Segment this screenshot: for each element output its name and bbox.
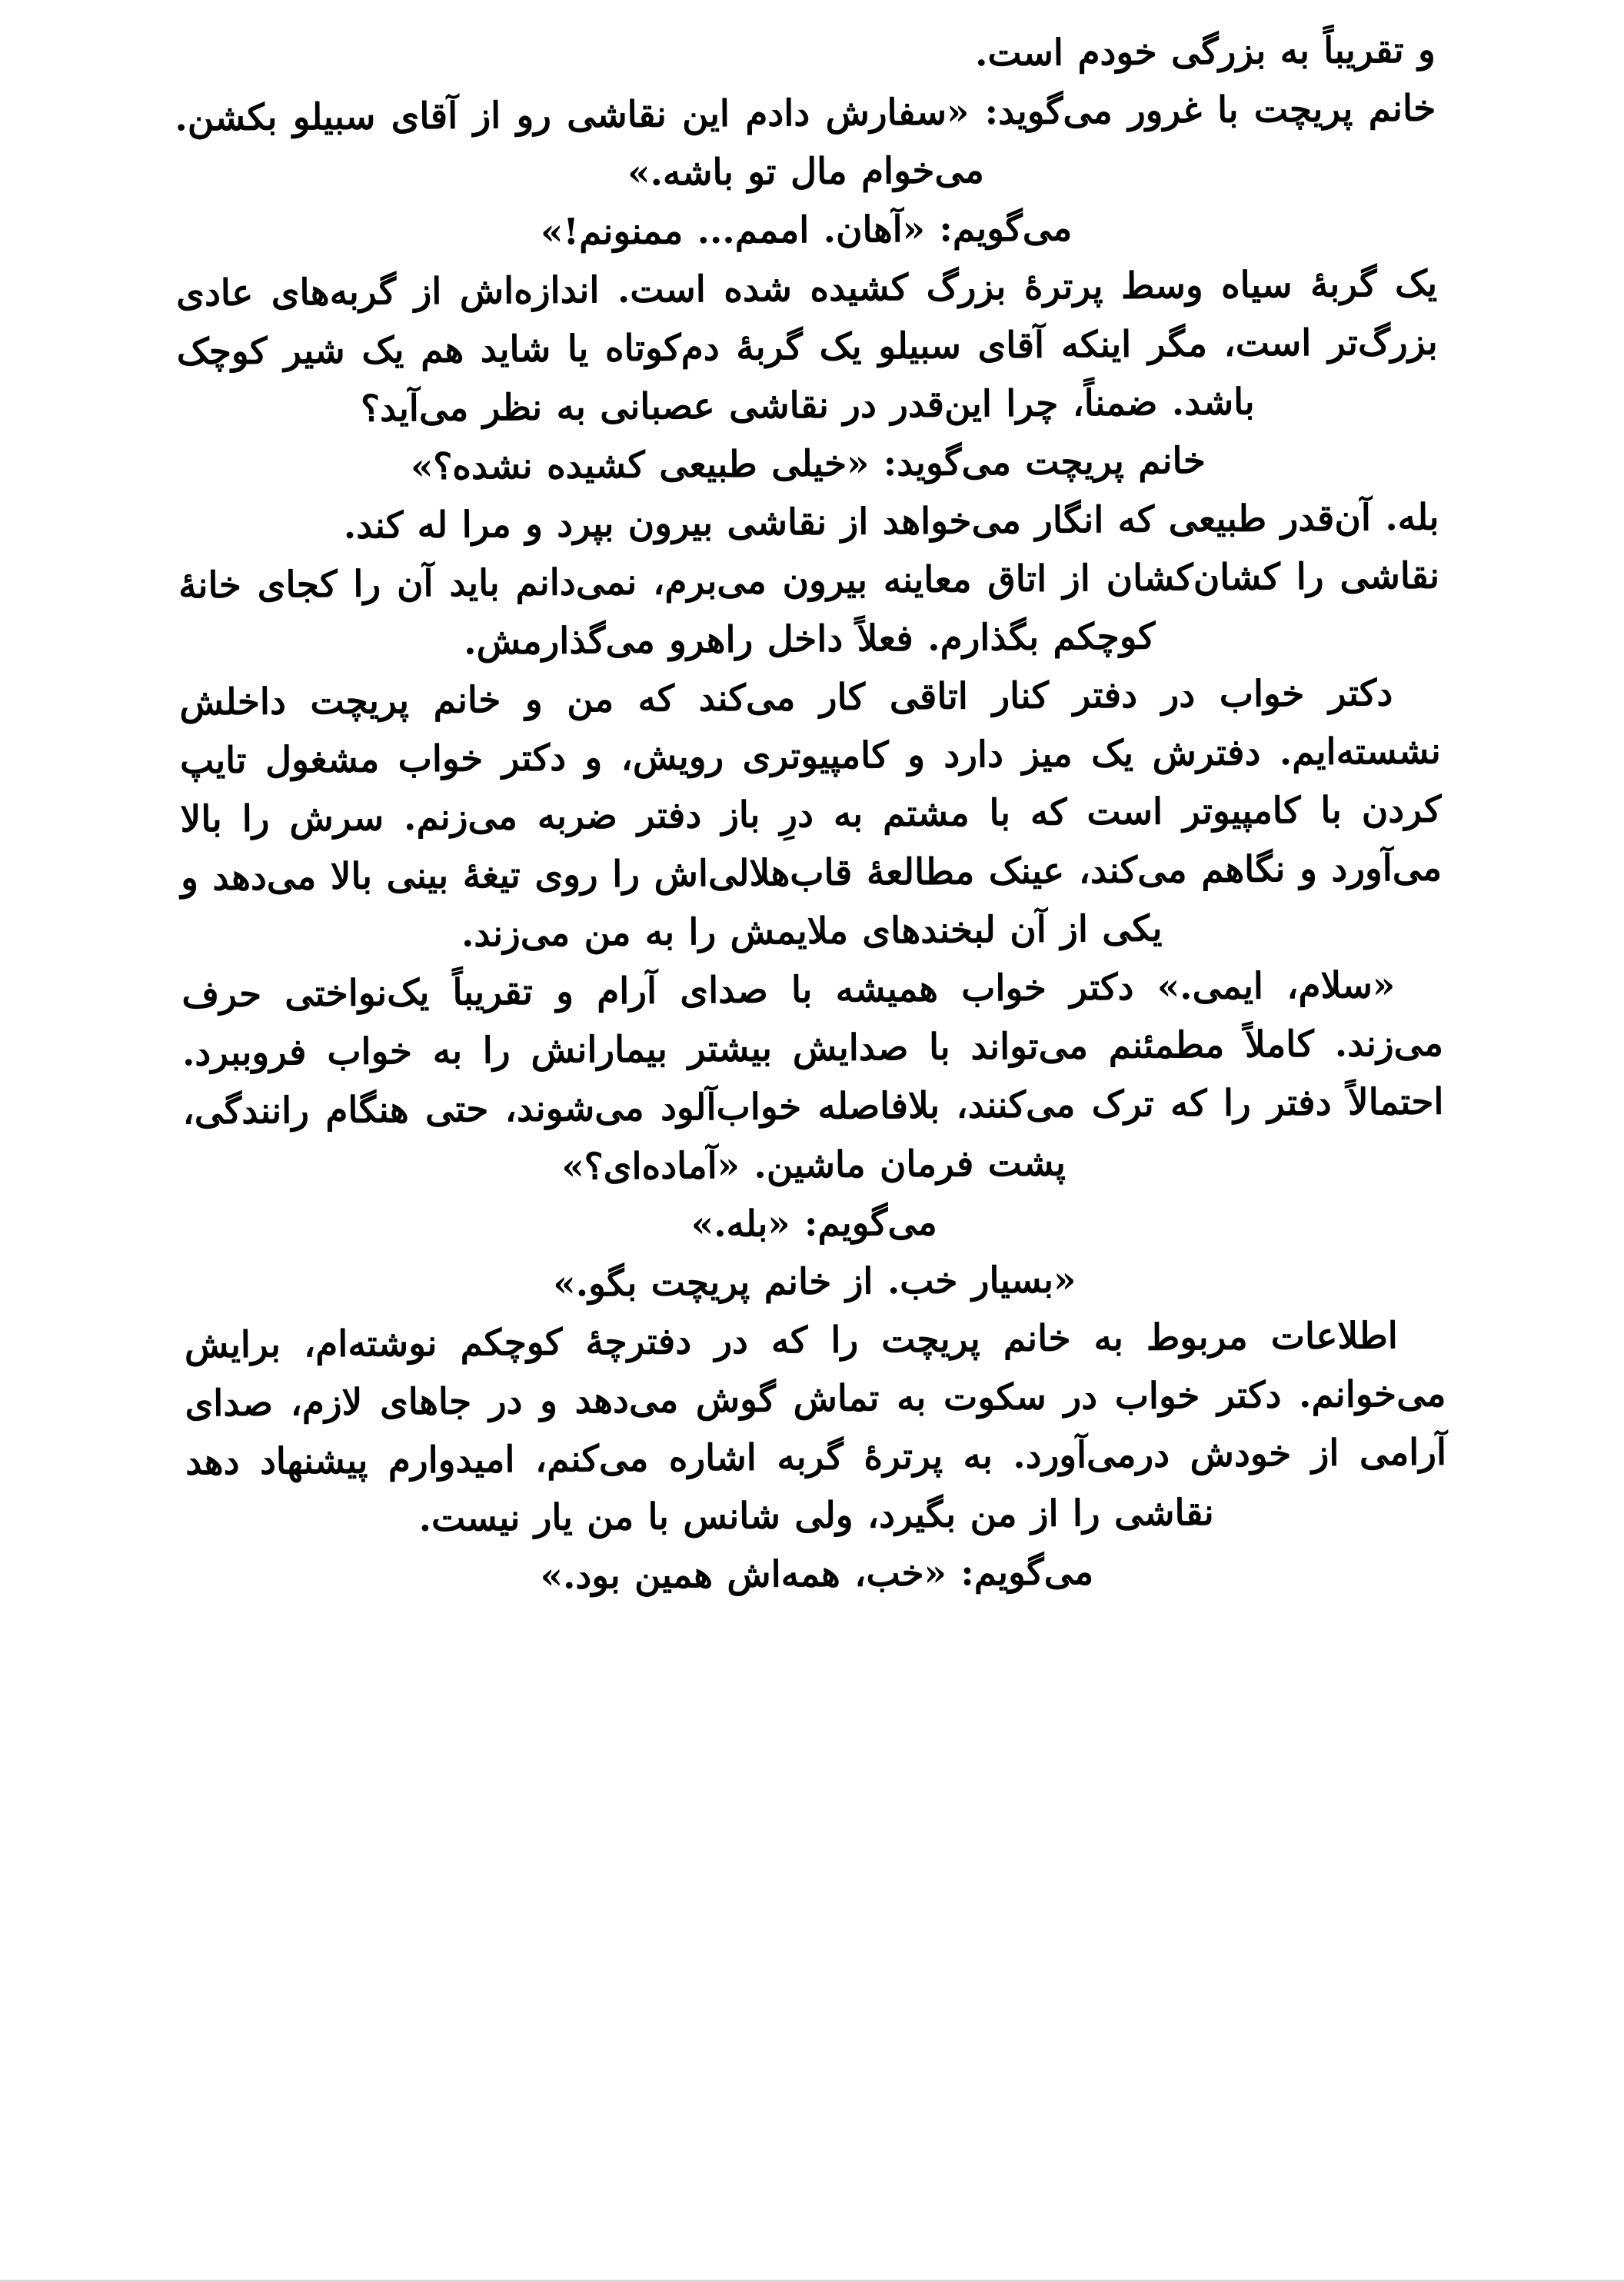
paragraph-2: خانم پریچت با غرور می‌گوید: «سفارش دادم این نقاشی رو از آقای سبیلو بکشن. می‌خوام مال تو باشه.» (175, 87, 1436, 195)
paragraph-13: می‌گویم: «خب، همه‌اش همین بود.» (540, 1551, 1094, 1598)
paragraph-6: بله. آن‌قدر طبیعی که انگار می‌خواهد از نقاشی بیرون بپرد و مرا له کند. (343, 496, 1439, 547)
paragraph-10: می‌گویم: «بله.» (691, 1201, 937, 1246)
body-text-column (175, 22, 1448, 1609)
paragraph-7: نقاشی را کشان‌کشان از اتاق معاینه بیرون می‌برم، نمی‌دانم باید آن را کجای خانهٔ کوچکم بگذارم. فعلاً داخل راهرو می‌گذارمش. (178, 554, 1440, 664)
paragraph-8: دکتر خواب در دفتر کنار اتاقی کار می‌کند که من و خانم پریچت داخلش نشسته‌ایم. دفترش یک میز دارد و کامپیوتری رویش، و دکتر خواب مشغول تایپ کردن با کامپیوتر است که با مشتم به درِ باز دفتر ضربه می‌زنم. سرش را بالا می‌آورد و نگاهم می‌کند، عینک مطالعهٔ قاب‌هلالی‌اش را روی تیغهٔ بینی بالا می‌دهد و یکی از آن لبخندهای ملایمش را به من می‌زند. (179, 672, 1443, 956)
paragraph-5: خانم پریچت می‌گوید: «خیلی طبیعی کشیده نشده؟» (410, 439, 1206, 489)
paragraph-3: می‌گویم: «آهان. اممم... ممنونم!» (540, 207, 1073, 254)
paragraph-9: «سلام، ایمی.» دکتر خواب همیشه با صدای آرام و تقریباً یک‌نواختی حرف می‌زند. کاملاً مطمئنم می‌تواند با صدایش بیشتر بیمارانش را به خواب فروببرد. احتمالاً دفتر را که ترک می‌کنند، بلافاصله خواب‌آلود می‌شوند، حتی هنگام رانندگی، پشت فرمان ماشین. «آماده‌ای؟» (181, 964, 1444, 1189)
paragraph-12: اطلاعات مربوط به خانم پریچت را که در دفترچهٔ کوچکم نوشته‌ام، برایش می‌خوانم. دکتر خواب در سکوت به تماش گوش می‌دهد و در جاهای لازم، صدای آرامی از خودش درمی‌آورد. به پرترهٔ گربه اشاره می‌کنم، امیدوارم پیشنهاد دهد نقاشی را از من بگیرد، ولی شانس با من یار نیست. (184, 1315, 1447, 1541)
paragraph-1: و تقریباً به بزرگی خودم است. (974, 28, 1436, 75)
paragraph-11: «بسیار خب. از خانم پریچت بگو.» (553, 1259, 1077, 1306)
paragraph-4: یک گربهٔ سیاه وسط پرترهٔ بزرگ کشیده شده است. اندازه‌اش از گربه‌های عادی بزرگ‌تر است، مگر اینکه آقای سبیلو یک گربهٔ دم‌کوتاه یا شاید هم یک شیر کوچک باشد. ضمناً، چرا این‌قدر در نقاشی عصبانی به نظر می‌آید؟ (175, 262, 1438, 431)
